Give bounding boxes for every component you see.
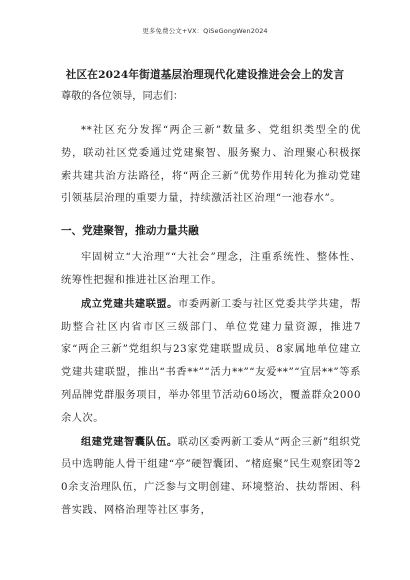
item-text-think-tank: 联动区委两新工委从“两企三新”组织党员中选聘能人骨干组建“亭”硬智囊团、“楮庭聚”民生观察团等20余支治理队伍，广泛参与文明创建、环境整治、扶幼帮困、科普实践、网格治理等社区事务， [61, 436, 361, 516]
item-lead-think-tank: 组建党建智囊队伍。 [81, 435, 178, 448]
document-title: 社区在2024年街道基层治理现代化建设推进会会上的发言 [65, 69, 345, 81]
item-paragraph-think-tank [61, 431, 361, 523]
header-note: 更多免费公文+VX：QiSeGongWen2024 [142, 27, 268, 35]
item-text-alliance: 市委两新工委与社区党委共学共建，帮助整合社区内省市区三级部门、单位党建力量资源，推进7家“两企三新”党组织与23家党建联盟成员、8家属地单位建立党建共建联盟，推出“书香**”“活力**”“友爱**”“宜居**”等系列品牌党群服务项目，举办邻里节活动60场次，覆盖群众2000余人次。 [61, 298, 361, 424]
section-intro-paragraph: 牢固树立“大治理”“大社会”理念，注重系统性、整体性、统筹性把握和推进社区治理工作。 [61, 252, 361, 286]
document-body [61, 90, 361, 523]
greeting: 尊敬的各位领导，同志们： [61, 91, 184, 102]
item-lead-alliance: 成立党建共建联盟。 [81, 297, 178, 310]
section-heading: 一、党建聚智，推动力量共融 [61, 225, 199, 238]
intro-paragraph: **社区充分发挥“两企三新”数量多、党组织类型全的优势，联动社区党委通过党建聚智、服务聚力、治理聚心积极探索共建共治方法路径，将“两企三新”优势作用转化为推动党建引领基层治理的重要力量，持续激活社区治理“一池春水”。 [61, 125, 361, 205]
item-paragraph-alliance [61, 293, 361, 431]
